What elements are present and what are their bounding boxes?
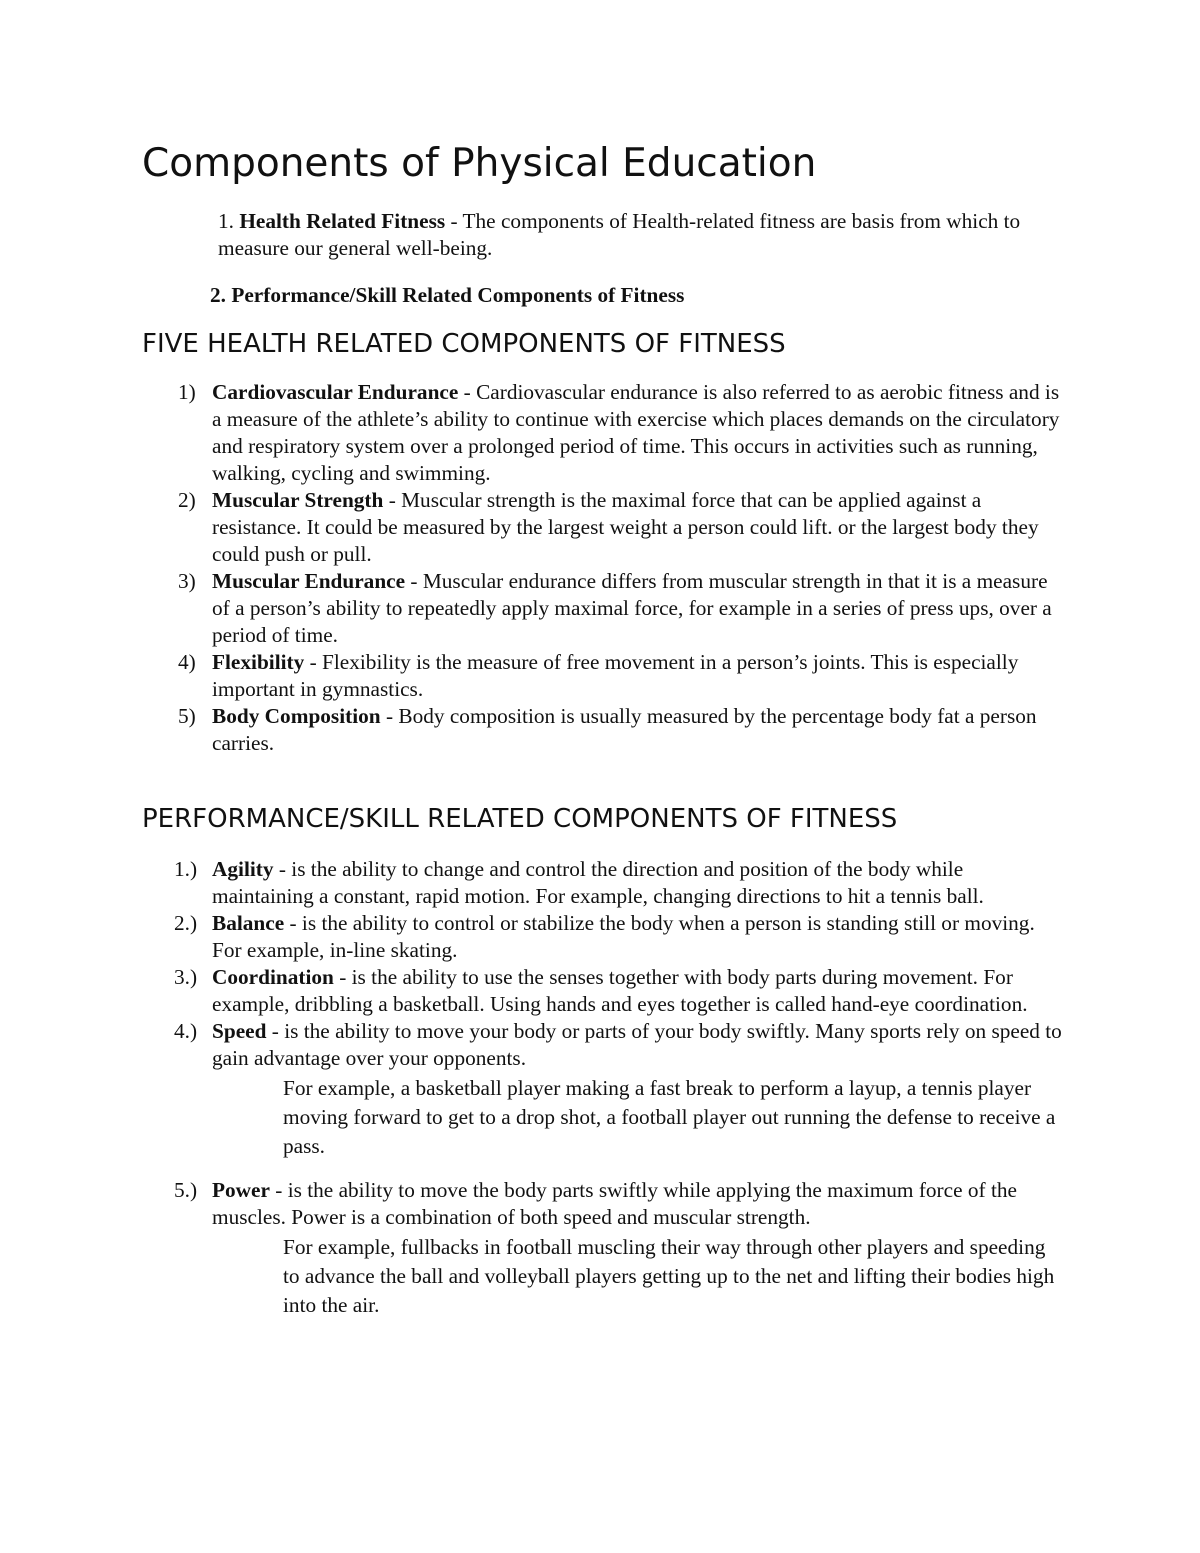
list-item-number: 1.) — [174, 857, 198, 881]
list-item-term: Agility — [212, 857, 274, 881]
list-item-term: Muscular Strength — [212, 488, 384, 512]
list-item-example: For example, fullbacks in football muscling their way through other players and speeding to advance the ball and volleyball players getting up to the net and lifting their bodies high into the air. — [283, 1235, 1055, 1317]
list-item-term: Muscular Endurance — [212, 569, 406, 593]
list-item-number: 2) — [178, 488, 196, 512]
intro-item-term: Health Related Fitness — [239, 209, 446, 233]
list-item-term: Power — [212, 1178, 270, 1202]
list-item-number: 4) — [178, 650, 196, 674]
list-item-term: Flexibility — [212, 650, 305, 674]
list-item-term: Coordination — [212, 965, 334, 989]
list-item-number: 1) — [178, 380, 196, 404]
list-item — [142, 703, 1062, 757]
list-item-text: - Body composition is usually measured by the percentage body fat a person carries. — [212, 704, 1037, 755]
list-item-text: - Muscular strength is the maximal force that can be applied against a resistance. It could be measured by the largest weight a person could lift. or the largest body they could push or pull. — [212, 488, 1039, 566]
list-item-term: Balance — [212, 911, 285, 935]
intro-item-number: 1. — [218, 209, 234, 233]
list-item — [142, 964, 1062, 1018]
performance-section-heading: PERFORMANCE/SKILL RELATED COMPONENTS OF FITNESS — [142, 804, 898, 834]
list-item — [142, 568, 1062, 649]
list-item-text: - is the ability to control or stabilize the body when a person is standing still or moving. For example, in-line skating. — [212, 911, 1035, 962]
list-item-example: For example, a basketball player making a fast break to perform a layup, a tennis player moving forward to get to a drop shot, a football player out running the defense to receive a pass. — [283, 1076, 1056, 1158]
health-components-list — [142, 379, 1062, 757]
health-section-heading: FIVE HEALTH RELATED COMPONENTS OF FITNESS — [142, 329, 786, 359]
list-item-text: - is the ability to change and control the direction and position of the body while maintaining a constant, rapid motion. For example, changing directions to hit a tennis ball. — [212, 857, 984, 908]
list-item-text: - is the ability to use the senses together with body parts during movement. For example, dribbling a basketball. Using hands and eyes together is called hand-eye coordination. — [212, 965, 1028, 1016]
intro-item-term: Performance/Skill Related Components of Fitness — [231, 283, 685, 307]
list-item-term: Speed — [212, 1019, 267, 1043]
list-item-number: 4.) — [174, 1019, 198, 1043]
page-title: Components of Physical Education — [142, 141, 817, 186]
list-item-text: - is the ability to move your body or parts of your body swiftly. Many sports rely on speed to gain advantage over your opponents. — [212, 1019, 1062, 1070]
list-item-number: 5.) — [174, 1178, 198, 1202]
list-item — [142, 910, 1062, 964]
list-item-number: 5) — [178, 704, 196, 728]
list-item-number: 2.) — [174, 911, 198, 935]
list-item — [142, 649, 1062, 703]
list-item-number: 3.) — [174, 965, 198, 989]
list-item — [142, 1177, 1062, 1320]
list-item — [142, 379, 1062, 487]
list-item-number: 3) — [178, 569, 196, 593]
list-item-text: - Flexibility is the measure of free movement in a person’s joints. This is especially important in gymnastics. — [212, 650, 1019, 701]
list-item-term: Cardiovascular Endurance — [212, 380, 459, 404]
list-item-term: Body Composition — [212, 704, 381, 728]
intro-item-health-related — [218, 208, 1038, 262]
list-item — [142, 856, 1062, 910]
performance-components-list — [142, 856, 1062, 1320]
intro-item-text: - The components of Health-related fitness are basis from which to measure our general well-being. — [218, 209, 1021, 260]
intro-item-performance-related — [210, 282, 1020, 309]
list-item — [142, 1018, 1062, 1161]
list-item-text: - Cardiovascular endurance is also referred to as aerobic fitness and is a measure of the athlete’s ability to continue with exercise which places demands on the circulatory and respiratory system over a prolonged period of time. This occurs in activities such as running, walking, cycling and swimming. — [212, 380, 1060, 485]
list-item-text: - is the ability to move the body parts swiftly while applying the maximum force of the muscles. Power is a combination of both speed and muscular strength. — [212, 1178, 1017, 1229]
list-item — [142, 487, 1062, 568]
intro-item-number: 2. — [210, 283, 226, 307]
list-item-text: - Muscular endurance differs from muscular strength in that it is a measure of a person’s ability to repeatedly apply maximal force, for example in a series of press ups, over a period of time. — [212, 569, 1052, 647]
